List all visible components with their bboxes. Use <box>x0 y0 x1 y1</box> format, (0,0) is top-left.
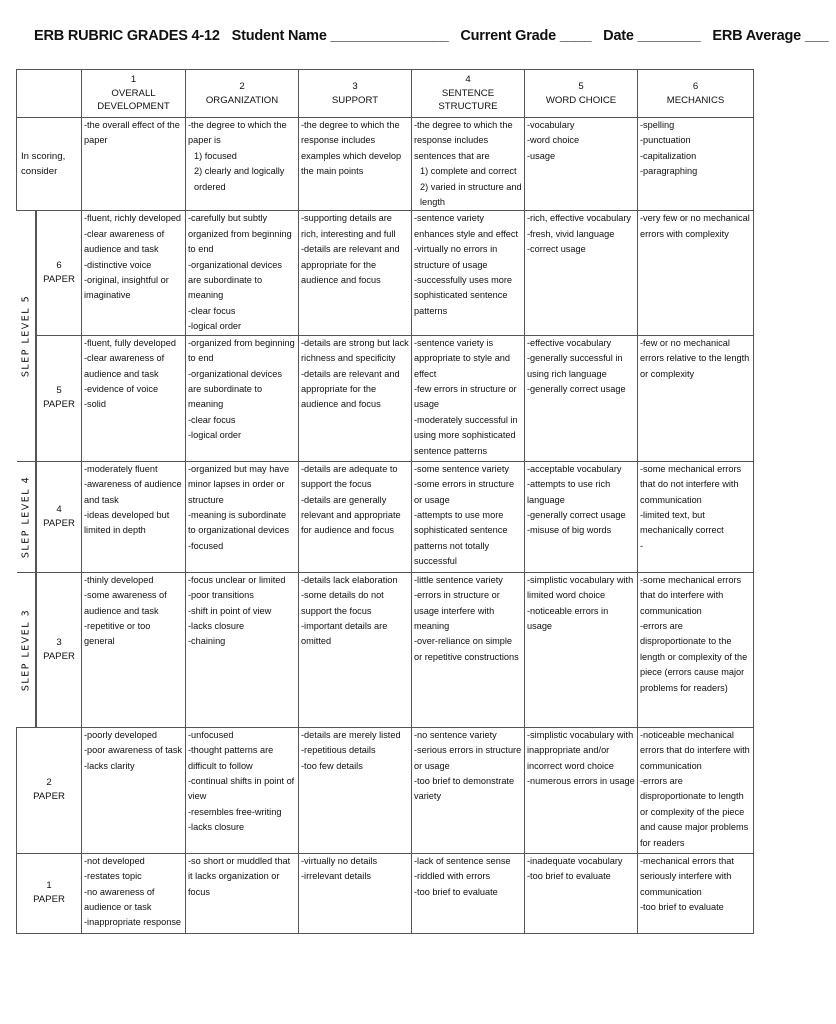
criterion-line: -details lack elaboration <box>301 574 398 585</box>
criterion-line: -vocabulary <box>527 120 575 130</box>
criterion-line: -too few details <box>301 760 363 771</box>
criterion-cell-4 <box>412 211 525 335</box>
criterion-cell-2 <box>186 727 299 853</box>
criterion-line: -focused <box>188 540 224 551</box>
criterion-cell-6 <box>638 211 754 335</box>
criterion-line: -organized but may have minor lapses in order or structure <box>188 463 290 505</box>
score-word: PAPER <box>43 650 75 662</box>
column-title: MECHANICS <box>666 94 725 106</box>
criterion-line: 1) complete and correct <box>420 166 517 177</box>
criterion-line: -errors in structure or usage interfere with meaning <box>414 590 500 631</box>
criterion-line: -clear focus <box>188 305 236 316</box>
criterion-line: -usage <box>527 150 556 161</box>
score-number: 4 <box>56 503 62 515</box>
criterion-cell-1 <box>82 211 186 335</box>
criterion-line: -successfully uses more sophisticated sentence patterns <box>414 275 513 316</box>
criterion-line: -some details do not support the focus <box>301 590 384 616</box>
score-word: PAPER <box>33 791 65 803</box>
criterion-line: -some mechanical errors that do not interfere with communication <box>640 463 742 505</box>
criterion-line: -poor transitions <box>188 590 254 601</box>
criterion-line: -riddled with errors <box>414 871 491 882</box>
slep-level-text: SLEP LEVEL 4 <box>20 475 32 558</box>
criterion-cell-1 <box>82 572 186 727</box>
criterion-cell-1 <box>82 461 186 572</box>
score-row-5 <box>17 335 754 461</box>
column-header-4 <box>412 70 525 118</box>
criterion-line: -no awareness of audience or task <box>84 886 155 912</box>
score-label <box>17 727 82 853</box>
column-header-6 <box>638 70 754 118</box>
score-row-1 <box>17 853 754 933</box>
criterion-line: -capitalization <box>640 150 697 161</box>
criterion-line: -ideas developed but limited in depth <box>84 509 170 536</box>
column-title: ORGANIZATION <box>205 94 279 106</box>
criterion-line: -the degree to which the response includes sentences that are <box>414 120 513 161</box>
criterion-line: - <box>640 540 644 551</box>
criterion-cell-3 <box>299 572 412 727</box>
criterion-line: -over-reliance on simple or repetitive constructions <box>414 636 519 662</box>
criterion-line: -irrelevant details <box>301 871 371 882</box>
criterion-line: -effective vocabulary <box>527 337 612 348</box>
criterion-cell-2 <box>186 461 299 572</box>
column-number: 5 <box>578 81 584 92</box>
criterion-line: -punctuation <box>640 135 691 146</box>
criterion-line: -little sentence variety <box>414 574 503 585</box>
criterion-line: -continual shifts in point of view <box>188 775 295 802</box>
criterion-line: -fresh, vivid language <box>527 228 615 239</box>
criterion-line: -repetitive or too general <box>84 620 151 647</box>
criterion-line: -not developed <box>84 855 145 866</box>
criterion-line: -the degree to which the paper is <box>188 120 287 146</box>
score-number: 1 <box>46 880 52 892</box>
criterion-line: -errors are disproportionate to length or complexity of the piece and cause major problems for readers <box>640 775 749 848</box>
criterion-line: -the degree to which the response includes examples which develop the main points <box>301 120 402 177</box>
criterion-line: -lacks closure <box>188 620 245 631</box>
criterion-line: -so short or muddled that it lacks organization or focus <box>188 855 291 897</box>
criterion-line: -details are relevant and appropriate for the audience and focus <box>301 244 400 286</box>
criterion-line: -moderately fluent <box>84 463 158 474</box>
criterion-cell-4 <box>412 572 525 727</box>
criterion-cell-3 <box>299 853 412 933</box>
criterion-line: -generally correct usage <box>527 383 626 394</box>
criterion-line: -lack of sentence sense <box>414 855 511 866</box>
column-header-1 <box>82 70 186 118</box>
criterion-cell-2 <box>186 211 299 335</box>
criterion-line: -rich, effective vocabulary <box>527 213 632 224</box>
rubric-title: ERB RUBRIC GRADES 4-12 <box>34 28 220 44</box>
criterion-line: -inappropriate response <box>84 917 182 928</box>
criterion-cell-5 <box>525 572 638 727</box>
criterion-line: -clear awareness of audience and task <box>84 228 165 255</box>
criterion-line: -fluent, fully developed <box>84 337 176 348</box>
criterion-line: -mechanical errors that seriously interfere with communication <box>640 855 734 897</box>
column-number: 2 <box>239 81 245 92</box>
page-header <box>34 28 836 44</box>
criterion-cell-4 <box>412 853 525 933</box>
criterion-line: -attempts to use more sophisticated sentence patterns not totally successful <box>414 509 508 567</box>
date-field: Date ________ <box>603 28 701 44</box>
criterion-line: -no sentence variety <box>414 729 497 740</box>
criterion-line: -sentence variety is appropriate to style and effect <box>414 337 511 379</box>
criterion-line: -lacks closure <box>188 822 245 833</box>
criterion-cell-3 <box>299 335 412 461</box>
criterion-line: -details are generally relevant and appropriate for audience and focus <box>301 494 401 536</box>
criterion-line: -inadequate vocabulary <box>527 855 623 866</box>
criterion-line: -organized from beginning to end <box>188 337 295 364</box>
criterion-line: -spelling <box>640 120 675 130</box>
criterion-cell-4 <box>412 461 525 572</box>
column-number: 6 <box>692 81 699 92</box>
criterion-line: -repetitious details <box>301 745 376 756</box>
criterion-line: -some mechanical errors that do interfere with communication <box>640 574 742 616</box>
criterion-line: 2) varied in structure and length <box>420 181 522 208</box>
criterion-line: -important details are omitted <box>301 620 388 647</box>
score-row-4 <box>17 461 754 572</box>
criterion-line: -generally correct usage <box>527 509 626 520</box>
criterion-line: -acceptable vocabulary <box>527 463 622 474</box>
criterion-cell-5 <box>525 335 638 461</box>
criterion-cell-6 <box>638 335 754 461</box>
criterion-line: -logical order <box>188 321 242 332</box>
score-number: 6 <box>56 260 62 272</box>
criterion-line: 2) clearly and logically ordered <box>194 166 285 192</box>
criterion-line: -meaning is subordinate to organizational devices <box>188 509 290 536</box>
slep-level-label <box>17 572 37 727</box>
slep-level-text: SLEP LEVEL 5 <box>20 294 32 378</box>
column-header-row <box>17 70 754 118</box>
criterion-line: -distinctive voice <box>84 259 152 270</box>
scoring-cell-2 <box>186 118 299 211</box>
criterion-cell-6 <box>638 572 754 727</box>
criterion-cell-6 <box>638 853 754 933</box>
criterion-line: -shift in point of view <box>188 605 272 616</box>
score-number: 5 <box>56 385 62 397</box>
criterion-line: -lacks clarity <box>84 760 135 771</box>
criterion-line: -focus unclear or limited <box>188 574 286 585</box>
score-word: PAPER <box>43 274 75 286</box>
slep-level-text: SLEP LEVEL 3 <box>20 608 32 691</box>
criterion-line: -some errors in structure or usage <box>414 479 515 505</box>
criterion-cell-5 <box>525 211 638 335</box>
criterion-line: -clear focus <box>188 414 236 425</box>
criterion-line: -organizational devices are subordinate to meaning <box>188 259 282 301</box>
criterion-line: -few errors in structure or usage <box>414 383 517 410</box>
score-label <box>37 211 82 335</box>
criterion-line: -details are merely listed <box>301 729 401 740</box>
scoring-cell-6 <box>638 118 754 211</box>
criterion-line: -simplistic vocabulary with limited word choice <box>527 574 634 601</box>
criterion-line: -chaining <box>188 636 226 647</box>
score-label <box>17 853 82 933</box>
criterion-line: -too brief to evaluate <box>640 901 724 912</box>
column-header-2 <box>186 70 299 118</box>
criterion-line: -few or no mechanical errors relative to the length or complexity <box>640 337 750 379</box>
slep-level-label <box>17 461 37 572</box>
criterion-line: -supporting details are rich, interesting and full <box>301 213 396 239</box>
score-row-2 <box>17 727 754 853</box>
criterion-line: -too brief to evaluate <box>414 886 498 897</box>
criterion-line: -too brief to evaluate <box>527 871 611 882</box>
criterion-line: -very few or no mechanical errors with complexity <box>640 213 750 239</box>
criterion-cell-3 <box>299 211 412 335</box>
criterion-line: -clear awareness of audience and task <box>84 353 165 379</box>
score-number: 3 <box>56 636 62 648</box>
criterion-line: -numerous errors in usage <box>527 775 635 786</box>
criterion-line: -some sentence variety <box>414 463 509 474</box>
criterion-line: -fluent, richly developed <box>84 213 182 224</box>
scoring-cell-4 <box>412 118 525 211</box>
student-name-field: Student Name _______________ <box>231 28 449 44</box>
criterion-line: -details are strong but lack richness and specificity <box>301 337 409 364</box>
criterion-line: -poor awareness of task <box>84 745 183 756</box>
criterion-line: -details are relevant and appropriate for the audience and focus <box>301 368 400 410</box>
criterion-cell-5 <box>525 853 638 933</box>
criterion-line: -solid <box>84 399 106 410</box>
criterion-line: -details are adequate to support the focus <box>301 463 398 490</box>
criterion-line: -thought patterns are difficult to follow <box>188 745 274 771</box>
column-title: SUPPORT <box>331 94 379 106</box>
criterion-line: -moderately successful in using more sophisticated sentence patterns <box>414 414 518 456</box>
criterion-line: -evidence of voice <box>84 383 159 394</box>
erb-average-field: ERB Average ___ <box>712 28 829 44</box>
criterion-cell-1 <box>82 853 186 933</box>
score-word: PAPER <box>43 399 75 411</box>
criterion-cell-6 <box>638 727 754 853</box>
column-title: WORD CHOICE <box>545 94 617 106</box>
score-row-3 <box>17 572 754 727</box>
scoring-cell-5 <box>525 118 638 211</box>
criterion-cell-1 <box>82 335 186 461</box>
column-header-3 <box>299 70 412 118</box>
column-number: 4 <box>465 74 471 86</box>
column-title: SENTENCE STRUCTURE <box>438 87 498 113</box>
score-word: PAPER <box>33 894 65 906</box>
criterion-cell-4 <box>412 335 525 461</box>
score-word: PAPER <box>43 517 75 529</box>
criterion-line: -correct usage <box>527 244 586 255</box>
column-header-5 <box>525 70 638 118</box>
scoring-cell-3 <box>299 118 412 211</box>
criterion-line: -misuse of big words <box>527 525 612 536</box>
criterion-line: -word choice <box>527 135 580 146</box>
criterion-cell-3 <box>299 727 412 853</box>
score-label <box>37 572 82 727</box>
slep-level-label <box>17 211 37 461</box>
criterion-line: -resembles free-writing <box>188 806 282 817</box>
criterion-cell-2 <box>186 853 299 933</box>
criterion-line: -noticeable errors in usage <box>527 605 609 631</box>
criterion-line: -the overall effect of the paper <box>84 120 180 146</box>
column-number: 1 <box>130 74 137 86</box>
criterion-cell-1 <box>82 727 186 853</box>
criterion-line: -unfocused <box>188 729 234 740</box>
criterion-line: -too brief to demonstrate variety <box>414 775 515 802</box>
criterion-line: -thinly developed <box>84 574 154 585</box>
current-grade-field: Current Grade ____ <box>460 28 592 44</box>
criterion-line: -noticeable mechanical errors that do interfere with communication <box>640 729 750 771</box>
score-label <box>37 335 82 461</box>
column-number: 3 <box>352 81 358 92</box>
criterion-line: -errors are disproportionate to the length or complexity of the piece (errors cause major problems for readers) <box>640 620 748 693</box>
criterion-line: -simplistic vocabulary with inappropriate and/or incorrect word choice <box>527 729 634 771</box>
criterion-line: -restates topic <box>84 871 142 882</box>
scoring-cell-1 <box>82 118 186 211</box>
criterion-line: -original, insightful or imaginative <box>84 275 169 301</box>
criterion-line: -poorly developed <box>84 729 158 740</box>
criterion-cell-4 <box>412 727 525 853</box>
criterion-cell-3 <box>299 461 412 572</box>
score-row-6 <box>17 211 754 335</box>
criterion-cell-5 <box>525 461 638 572</box>
criterion-line: -limited text, but mechanically correct <box>640 509 724 536</box>
criterion-line: -organizational devices are subordinate to meaning <box>188 368 282 410</box>
scoring-row <box>17 118 754 211</box>
criterion-line: -sentence variety enhances style and effect <box>414 213 519 239</box>
criterion-line: -logical order <box>188 430 242 441</box>
criterion-line: -serious errors in structure or usage <box>414 745 522 771</box>
criterion-cell-2 <box>186 572 299 727</box>
criterion-cell-5 <box>525 727 638 853</box>
criterion-line: -virtually no errors in structure of usage <box>414 244 498 270</box>
criterion-line: -carefully but subtly organized from beginning to end <box>188 213 292 255</box>
column-title: OVERALL DEVELOPMENT <box>97 87 170 113</box>
criterion-line: -generally successful in using rich language <box>527 353 623 379</box>
scoring-label: In scoring, consider <box>17 118 82 211</box>
criterion-line: -attempts to use rich language <box>527 479 611 505</box>
criterion-cell-6 <box>638 461 754 572</box>
criterion-line: 1) focused <box>194 150 237 161</box>
rubric-table <box>16 69 754 934</box>
criterion-line: -some awareness of audience and task <box>84 590 167 616</box>
criterion-line: -awareness of audience and task <box>84 479 182 505</box>
criterion-cell-2 <box>186 335 299 461</box>
score-number: 2 <box>46 777 52 789</box>
corner-cell <box>17 70 82 118</box>
score-label <box>37 461 82 572</box>
criterion-line: -virtually no details <box>301 855 378 866</box>
criterion-line: -paragraphing <box>640 166 698 177</box>
